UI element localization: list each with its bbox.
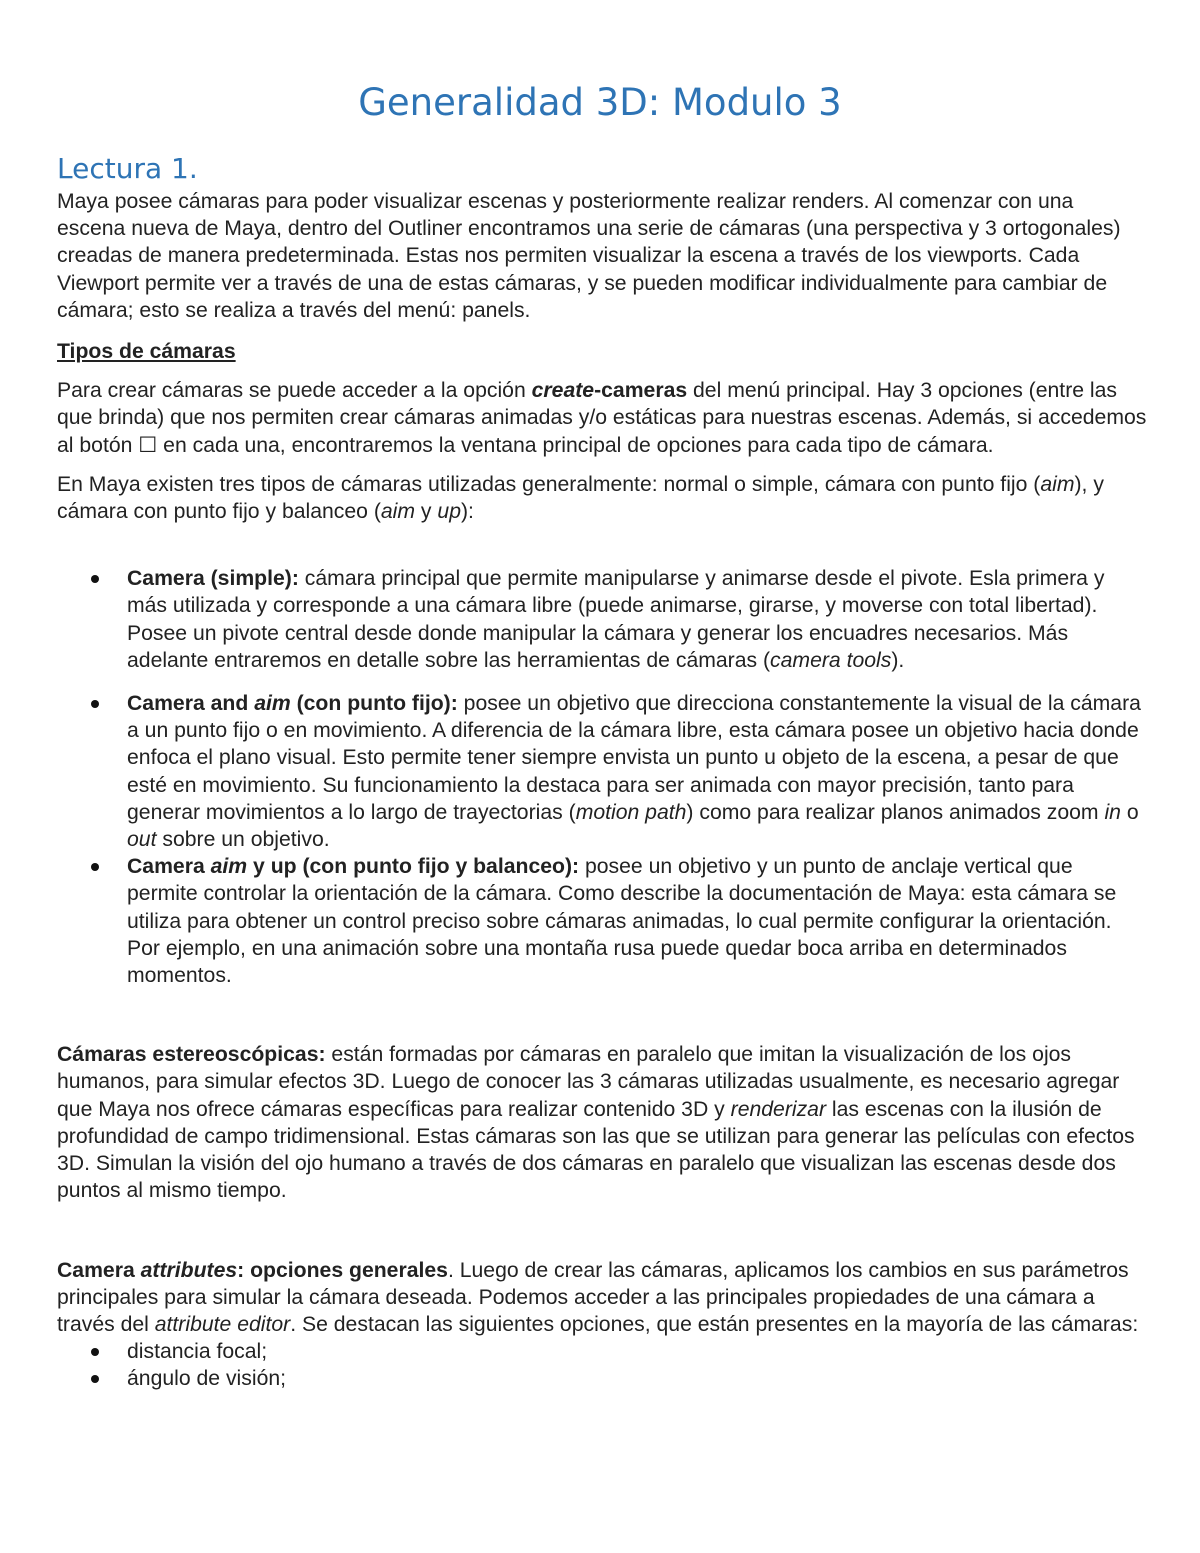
text-run: Camera [127,855,211,879]
text-run: : opciones generales [237,1258,448,1282]
text-run: ): [460,500,474,524]
bullet-icon [91,700,99,708]
section-heading: Tipos de cámaras [57,340,236,364]
list-item [57,1338,1147,1365]
italic-term: in [1104,800,1121,824]
aim-term: aim [1040,472,1075,496]
text-run: y [415,500,438,524]
list-item-text: distancia focal; [127,1340,268,1364]
italic-term: camera tools [770,648,892,672]
text-run: ). [891,648,905,672]
text-run: . Se destacan las siguientes opciones, que están presentes en la mayoría de las cámaras: [290,1312,1139,1336]
document-title: Generalidad 3D: Modulo 3 [358,81,842,124]
aim-term: aim [254,692,291,716]
list-item-text: ángulo de visión; [127,1367,287,1391]
italic-term: motion path [575,800,687,824]
text-run: En Maya existen tres tipos de cámaras utilizadas generalmente: normal o simple, cámara con punto fijo ( [57,472,1041,496]
bullet-icon [91,1375,99,1383]
text-run: Camera and [127,692,255,716]
text-run: Camera [57,1258,141,1282]
text-run: sobre un objetivo. [156,828,330,852]
list-item [57,565,1147,674]
paragraph-label [57,1259,448,1282]
bullet-icon [91,863,99,871]
list-item [57,690,1147,853]
up-term: up [437,500,461,524]
stereo-paragraph [57,1041,1147,1204]
bullet-label [127,855,579,878]
bullet-label: Camera (simple): [127,567,299,591]
text-run: ) como para realizar planos animados zoom [686,800,1105,824]
bullet-label [127,692,458,715]
cameras-term: -cameras [594,379,688,403]
text-run: ), y cámara con punto fijo y balanceo ( [57,472,1104,524]
attributes-paragraph [57,1257,1147,1339]
text-run: posee un objetivo que direcciona constantemente la visual de la cámara a un punto fijo o en movimiento. A diferencia de la cámara libre, esta cámara posee un objetivo hacia donde enfoca el plano visual. Esto permite tener siempre envista un punto u objeto de la escena, a pesar de que esté en movimiento. Su funcionamiento la destaca para ser animada con mayor precisión, tanto para generar movimientos a lo largo de trayectorias ( [127,692,1141,824]
italic-term: attributes [140,1258,238,1282]
camera-types-paragraph [57,471,1147,525]
text-run: posee un objetivo y un punto de anclaje vertical que permite controlar la orientación de la cámara. Como describe la documentación de Maya: esta cámara se utiliza para obtener un control preciso sobre cámaras animadas, lo cual permite configurar la orientación. Por ejemplo, en una animación sobre una montaña rusa puede quedar boca arriba en determinados momentos. [127,855,1117,988]
intro-paragraph: Maya posee cámaras para poder visualizar escenas y posteriormente realizar renders. Al comenzar con una escena nueva de Maya, dentro del Outliner encontramos una serie de cámaras (una perspectiva y 3 ortogonales) creadas de manera predeterminada. Estas nos permiten visualizar la escena a través de los viewports. Cada Viewport permite ver a través de una de estas cámaras, y se pueden modificar individualmente para cambiar de cámara; esto se realiza a través del menú: panels. [57,190,1121,322]
create-term: create [531,379,595,403]
text-run: cámara principal que permite manipularse y animarse desde el pivote. Esla primera y más utilizada y corresponde a una cámara libre (puede animarse, girarse, y moverse con total libertad). Posee un pivote central desde donde manipular la cámara y generar los encuadres necesarios. Más adelante entraremos en detalle sobre las herramientas de cámaras ( [127,567,1105,672]
text-run: o [1120,800,1139,824]
aim-term: aim [380,500,416,524]
paragraph-label: Cámaras estereoscópicas: [57,1043,326,1067]
italic-term: out [127,828,157,852]
text-run: están formadas por cámaras en paralelo que imitan la visualización de los ojos humanos, para simular efectos 3D. Luego de conocer las 3 cámaras utilizadas usualmente, es necesario agregar que Maya nos ofrece cámaras específicas para realizar contenido 3D y [57,1043,1120,1121]
bullet-icon [91,1348,99,1356]
aim-term: aim [210,855,248,879]
text-run: . Luego de crear las cámaras, aplicamos los cambios en sus parámetros principales para simular la cámara deseada. Podemos acceder a las principales propiedades de una cámara a través del [57,1258,1129,1336]
italic-term: attribute editor [154,1312,291,1336]
options-list [57,1338,1147,1392]
text-run: las escenas con la ilusión de profundidad de campo tridimensional. Estas cámaras son las que se utilizan para generar las películas con efectos 3D. Simulan la visión del ojo humano a través de dos cámaras en paralelo que visualizan las escenas desde dos puntos al mismo tiempo. [57,1097,1135,1203]
text-run: (con punto fijo): [290,692,458,716]
bullet-icon [91,575,99,583]
text-run: del menú principal. Hay 3 opciones (entre las que brinda) que nos permiten crear cámaras animadas y/o estáticas para nuestras escenas. Además, si accedemos al botón ☐ en cada una, encontraremos la ventana principal de opciones para cada tipo de cámara. [57,379,1147,457]
create-cameras-paragraph [57,377,1147,459]
text-run: y up (con punto fijo y balanceo): [247,855,580,879]
text-run: Para crear cámaras se puede acceder a la opción [57,379,532,403]
document-body [57,150,1147,1393]
lecture-heading: Lectura 1. [57,152,198,185]
list-item [57,1365,1147,1392]
italic-term: renderizar [730,1097,827,1121]
camera-types-list [57,565,1147,989]
list-item [57,853,1147,989]
